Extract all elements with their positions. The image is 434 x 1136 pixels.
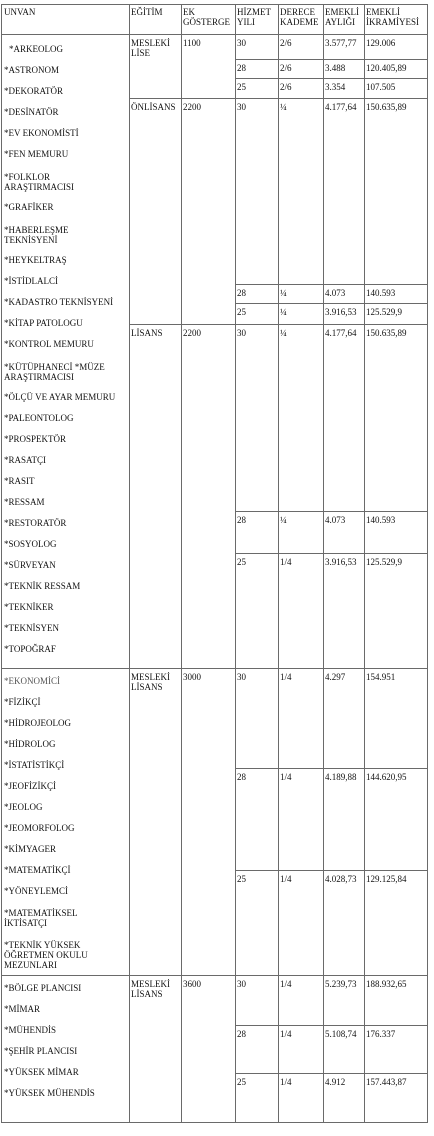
hizmet-yili-value: 25 bbox=[237, 1077, 246, 1087]
row-rule bbox=[129, 98, 428, 99]
education-label: LİSE bbox=[131, 48, 150, 58]
title-item: *TEKNİK YÜKSEK bbox=[4, 940, 81, 950]
hizmet-yili-value: 28 bbox=[237, 288, 246, 298]
hizmet-yili-value: 30 bbox=[237, 102, 246, 112]
title-item: *RESTORATÖR bbox=[4, 518, 67, 528]
column-rule bbox=[364, 4, 365, 1123]
header-emekli-ayligi: EMEKLİ bbox=[325, 7, 359, 17]
hizmet-yili-value: 28 bbox=[237, 772, 246, 782]
title-item: *TOPOĞRAF bbox=[4, 644, 56, 654]
derece-kademe-value: 1/4 bbox=[280, 1077, 292, 1087]
derece-kademe-value: 1/4 bbox=[280, 1029, 292, 1039]
title-item: *DESİNATÖR bbox=[4, 107, 59, 117]
title-item: *PALEONTOLOG bbox=[4, 413, 74, 423]
hizmet-yili-value: 30 bbox=[237, 979, 246, 989]
title-item: *YÜKSEK MÜHENDİS bbox=[4, 1088, 95, 1098]
emekli-ikramiyesi-value: 176.337 bbox=[366, 1029, 396, 1039]
header-hizmet-yili: YILI bbox=[237, 17, 255, 27]
title-item: *TEKNİK RESSAM bbox=[4, 581, 81, 591]
hizmet-yili-value: 25 bbox=[237, 307, 246, 317]
emekli-ayligi-value: 4.912 bbox=[325, 1077, 346, 1087]
derece-kademe-value: 1/4 bbox=[280, 979, 292, 989]
title-item: *DEKORATÖR bbox=[4, 86, 64, 96]
title-item: *KADASTRO TEKNİSYENİ bbox=[4, 297, 114, 307]
title-item: MEZUNLARI bbox=[4, 960, 57, 970]
column-rule bbox=[427, 4, 428, 1123]
title-item: *PROSPEKTÖR bbox=[4, 434, 67, 444]
row-rule bbox=[1, 1122, 428, 1123]
column-rule bbox=[181, 4, 182, 1123]
emekli-ayligi-value: 4.297 bbox=[325, 672, 346, 682]
column-rule bbox=[235, 4, 236, 1123]
emekli-ikramiyesi-value: 188.932,65 bbox=[366, 979, 407, 989]
title-item: *RASATÇI bbox=[4, 455, 47, 465]
hizmet-yili-value: 30 bbox=[237, 328, 246, 338]
derece-kademe-value: 1/4 bbox=[280, 772, 292, 782]
emekli-ikramiyesi-value: 107.505 bbox=[366, 82, 396, 92]
row-rule bbox=[235, 78, 428, 79]
ek-gosterge-value: 3600 bbox=[183, 979, 201, 989]
education-label: MESLEKİ bbox=[131, 672, 170, 682]
title-item: *İSTİDLALCİ bbox=[4, 276, 58, 286]
row-rule bbox=[235, 1025, 428, 1026]
derece-kademe-value: 2/6 bbox=[280, 82, 292, 92]
title-item: *SÜRVEYAN bbox=[4, 560, 56, 570]
emekli-ayligi-value: 4.073 bbox=[325, 288, 346, 298]
emekli-ikramiyesi-value: 140.593 bbox=[366, 515, 396, 525]
derece-kademe-value: 1/4 bbox=[280, 672, 292, 682]
title-item: *JEOMORFOLOG bbox=[4, 823, 75, 833]
education-label: MESLEKİ bbox=[131, 979, 170, 989]
row-rule bbox=[1, 975, 428, 976]
header-ek-gosterge: GÖSTERGE bbox=[183, 17, 230, 27]
derece-kademe-value: 2/6 bbox=[280, 63, 292, 73]
header-egitim: EĞİTİM bbox=[131, 7, 163, 17]
emekli-ayligi-value: 4.073 bbox=[325, 515, 346, 525]
emekli-ayligi-value: 4.177,64 bbox=[325, 328, 357, 338]
hizmet-yili-value: 30 bbox=[237, 672, 246, 682]
hizmet-yili-value: 30 bbox=[237, 38, 246, 48]
title-item: *İSTATİSTİKÇİ bbox=[4, 760, 65, 770]
derece-kademe-value: 2/6 bbox=[280, 38, 292, 48]
title-item: *GRAFİKER bbox=[4, 202, 54, 212]
header-ek-gosterge: EK bbox=[183, 7, 195, 17]
title-item: *MATEMATİKÇİ bbox=[4, 865, 71, 875]
row-rule bbox=[1, 4, 428, 5]
emekli-ayligi-value: 3.354 bbox=[325, 82, 346, 92]
title-item: *MÜHENDİS bbox=[4, 1025, 57, 1035]
title-item: *HİDROLOG bbox=[4, 739, 56, 749]
title-item: *RESSAM bbox=[4, 497, 45, 507]
title-item: *KİTAP PATOLOGU bbox=[4, 318, 83, 328]
header-derece-kademe: KADEME bbox=[280, 17, 319, 27]
emekli-ayligi-value: 3.488 bbox=[325, 63, 346, 73]
hizmet-yili-value: 28 bbox=[237, 515, 246, 525]
ek-gosterge-value: 3000 bbox=[183, 672, 201, 682]
title-item: TEKNİSYENİ bbox=[4, 235, 58, 245]
hizmet-yili-value: 28 bbox=[237, 63, 246, 73]
emekli-ayligi-value: 5.239,73 bbox=[325, 979, 357, 989]
title-item: *KİMYAGER bbox=[4, 844, 57, 854]
emekli-ayligi-value: 3.916,53 bbox=[325, 307, 357, 317]
title-item: *ŞEHİR PLANCISI bbox=[4, 1046, 78, 1056]
emekli-ikramiyesi-value: 125.529,9 bbox=[366, 307, 402, 317]
column-rule bbox=[129, 4, 130, 1123]
emekli-ayligi-value: 3.916,53 bbox=[325, 557, 357, 567]
header-emekli-ikramiyesi: İKRAMİYESİ bbox=[366, 17, 419, 27]
title-item: *EV EKONOMİSTİ bbox=[4, 128, 79, 138]
derece-kademe-value: 1/4 bbox=[280, 557, 292, 567]
row-rule bbox=[235, 59, 428, 60]
emekli-ayligi-value: 4.177,64 bbox=[325, 102, 357, 112]
title-item: *TEKNİKER bbox=[4, 602, 54, 612]
emekli-ikramiyesi-value: 125.529,9 bbox=[366, 557, 402, 567]
hizmet-yili-value: 25 bbox=[237, 557, 246, 567]
title-item: *HABERLEŞME bbox=[4, 225, 69, 235]
title-item: *ÖLÇÜ VE AYAR MEMURU bbox=[4, 392, 116, 402]
row-rule bbox=[235, 553, 428, 554]
emekli-ikramiyesi-value: 140.593 bbox=[366, 288, 396, 298]
row-rule bbox=[129, 324, 428, 325]
emekli-ayligi-value: 4.028,73 bbox=[325, 874, 357, 884]
title-item: *MİMAR bbox=[4, 1004, 41, 1014]
title-item: ARAŞTIRMACISI bbox=[4, 372, 75, 382]
derece-kademe-value: 1/4 bbox=[280, 874, 292, 884]
row-rule bbox=[235, 511, 428, 512]
hizmet-yili-value: 25 bbox=[237, 82, 246, 92]
title-item: *ASTRONOM bbox=[4, 65, 60, 75]
emekli-ikramiyesi-value: 150.635,89 bbox=[366, 328, 407, 338]
title-item: *HEYKELTRAŞ bbox=[4, 255, 67, 265]
row-rule bbox=[235, 870, 428, 871]
education-label: LİSANS bbox=[131, 989, 163, 999]
title-item: *KÜTÜPHANECİ *MÜZE bbox=[4, 362, 105, 372]
derece-kademe-value: ¼ bbox=[280, 328, 287, 338]
title-item: *RASIT bbox=[4, 476, 35, 486]
title-item: *YÖNEYLEMCİ bbox=[4, 886, 68, 896]
emekli-ikramiyesi-value: 154.951 bbox=[366, 672, 396, 682]
title-item: *JEOFİZİKÇİ bbox=[4, 781, 56, 791]
title-item: *EKONOMİCİ bbox=[4, 676, 60, 686]
hizmet-yili-value: 28 bbox=[237, 1029, 246, 1039]
column-rule bbox=[323, 4, 324, 1123]
ek-gosterge-value: 2200 bbox=[183, 102, 201, 112]
hizmet-yili-value: 25 bbox=[237, 874, 246, 884]
column-rule bbox=[1, 4, 2, 1123]
title-item: *MATEMATİKSEL bbox=[4, 908, 78, 918]
row-rule bbox=[235, 768, 428, 769]
emekli-ikramiyesi-value: 129.125,84 bbox=[366, 874, 407, 884]
title-item: *FEN MEMURU bbox=[4, 149, 69, 159]
header-emekli-ikramiyesi: EMEKLİ bbox=[366, 7, 400, 17]
header-unvan: UNVAN bbox=[4, 7, 36, 17]
ek-gosterge-value: 2200 bbox=[183, 328, 201, 338]
education-label: ÖNLİSANS bbox=[131, 102, 176, 112]
row-rule bbox=[235, 284, 428, 285]
title-item: İKTİSATÇI bbox=[4, 918, 47, 928]
emekli-ayligi-value: 4.189,88 bbox=[325, 772, 357, 782]
education-label: MESLEKİ bbox=[131, 38, 170, 48]
emekli-ikramiyesi-value: 129.006 bbox=[366, 38, 396, 48]
emekli-ayligi-value: 3.577,77 bbox=[325, 38, 357, 48]
ek-gosterge-value: 1100 bbox=[183, 38, 201, 48]
header-emekli-ayligi: AYLIĞI bbox=[325, 17, 356, 27]
derece-kademe-value: ¼ bbox=[280, 515, 287, 525]
title-item: *JEOLOG bbox=[4, 802, 43, 812]
title-item: *FİZİKÇİ bbox=[4, 697, 41, 707]
education-label: LİSANS bbox=[131, 328, 163, 338]
title-item: ARAŞTIRMACISI bbox=[4, 182, 75, 192]
title-item: *BÖLGE PLANCISI bbox=[4, 983, 82, 993]
emekli-ayligi-value: 5.108,74 bbox=[325, 1029, 357, 1039]
row-rule bbox=[1, 34, 428, 35]
education-label: LİSANS bbox=[131, 682, 163, 692]
row-rule bbox=[235, 1073, 428, 1074]
column-rule bbox=[278, 4, 279, 1123]
title-item: ÖĞRETMEN OKULU bbox=[4, 950, 88, 960]
row-rule bbox=[1, 668, 428, 669]
title-item: *YÜKSEK MİMAR bbox=[4, 1067, 79, 1077]
emekli-ikramiyesi-value: 144.620,95 bbox=[366, 772, 407, 782]
emekli-ikramiyesi-value: 157.443,87 bbox=[366, 1077, 407, 1087]
title-item: *SOSYOLOG bbox=[4, 539, 57, 549]
title-item: *ARKEOLOG bbox=[9, 44, 63, 54]
row-rule bbox=[235, 303, 428, 304]
derece-kademe-value: ¼ bbox=[280, 307, 287, 317]
title-item: *TEKNİSYEN bbox=[4, 623, 59, 633]
header-hizmet-yili: HİZMET bbox=[237, 7, 271, 17]
header-derece-kademe: DERECE bbox=[280, 7, 315, 17]
title-item: *KONTROL MEMURU bbox=[4, 339, 94, 349]
title-item: *HİDROJEOLOG bbox=[4, 718, 71, 728]
emekli-ikramiyesi-value: 120.405,89 bbox=[366, 63, 407, 73]
title-item: *FOLKLOR bbox=[4, 172, 51, 182]
derece-kademe-value: ¼ bbox=[280, 102, 287, 112]
emekli-ikramiyesi-value: 150.635,89 bbox=[366, 102, 407, 112]
derece-kademe-value: ¼ bbox=[280, 288, 287, 298]
